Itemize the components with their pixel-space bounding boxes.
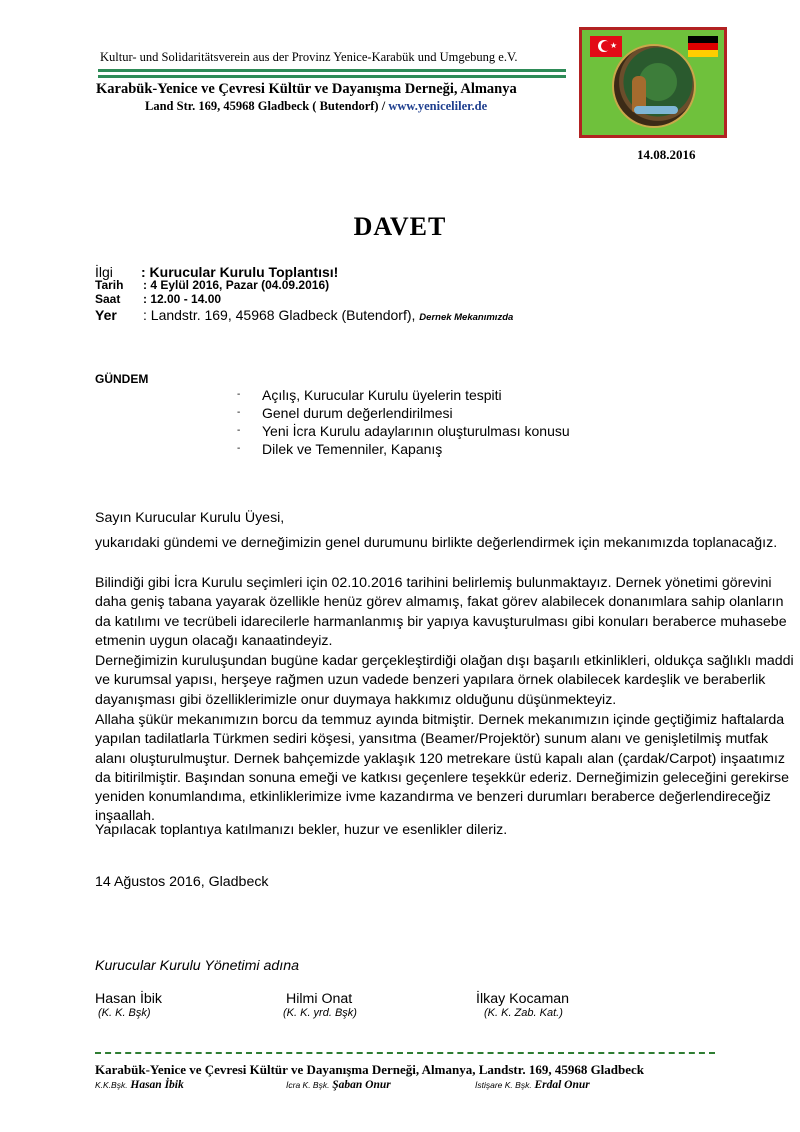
dash-bullet-icon: - xyxy=(237,389,241,400)
dash-bullet-icon: - xyxy=(237,425,241,436)
body-paragraph: yukarıdaki gündemi ve derneğimizin genel durumunu birlikte değerlendirmek için mekanımızda toplanacağız. xyxy=(95,535,778,551)
footer-address: Karabük-Yenice ve Çevresi Kültür ve Dayanışma Derneği, Almanya, Landstr. 169, 45968 Gladbeck xyxy=(95,1062,645,1077)
footer-officer: İstişare K. Bşk. Erdal Onur xyxy=(475,1079,590,1091)
meta-time xyxy=(95,292,221,306)
agenda-item: - Açılış, Kurucular Kurulu üyelerin tespiti xyxy=(237,387,502,403)
signer-name: Hasan İbik xyxy=(95,991,163,1007)
association-emblem-icon xyxy=(579,27,727,138)
header-rule-bottom xyxy=(98,75,566,78)
meta-date-value: : 4 Eylül 2016, Pazar (04.09.2016) xyxy=(143,278,330,292)
signer xyxy=(95,991,162,1019)
meta-location-note: Dernek Mekanımızda xyxy=(419,312,514,323)
association-address xyxy=(145,99,487,114)
signer-role: (K. K. yrd. Bşk) xyxy=(283,1007,357,1019)
meta-subject-value: : Kurucular Kurulu Toplantısı! xyxy=(141,264,339,280)
meta-location-value: : Landstr. 169, 45968 Gladbeck (Butendorf), xyxy=(143,307,420,323)
agenda-title: GÜNDEM xyxy=(95,372,149,386)
footer-officer: İcra K. Bşk. Şaban Onur xyxy=(286,1079,391,1091)
place-date: 14 Ağustos 2016, Gladbeck xyxy=(95,874,269,890)
document-date: 14.08.2016 xyxy=(637,147,696,162)
footer-divider xyxy=(95,1052,715,1054)
body-paragraph: Bilindiği gibi İcra Kurulu seçimleri için 02.10.2016 tarihini belirlemiş bulunmaktayız. Dernek yönetimi görevini daha geniş tabana yayarak özellikle henüz görev almamış, fakat görev alabilecek donanımlara sahip olanların da katılımı ve tecrübeli idarecilerle harmanlanmış bir yapıya kavuşturulması gibi konuları beraberce muhasebe etmenin uygun olacağı kanaatindeyiz. xyxy=(95,575,787,649)
meta-subject-label: İlgi xyxy=(95,264,113,280)
association-turkish-name: Karabük-Yenice ve Çevresi Kültür ve Dayanışma Derneği, Almanya xyxy=(96,81,517,97)
salutation: Sayın Kurucular Kurulu Üyesi, xyxy=(95,510,285,526)
address-text: Land Str. 169, 45968 Gladbeck ( Butendorf) / xyxy=(145,99,389,113)
meta-location-label: Yer xyxy=(95,307,117,323)
turkey-flag-icon: ★ xyxy=(590,36,622,57)
signer-role: (K. K. Zab. Kat.) xyxy=(484,1007,563,1019)
dash-bullet-icon: - xyxy=(237,443,241,454)
footer-officer: K.K.Bşk. Hasan İbik xyxy=(95,1079,184,1091)
meta-time-value: : 12.00 - 14.00 xyxy=(143,292,222,306)
agenda-list xyxy=(237,386,570,458)
meta-date xyxy=(95,278,329,292)
signature-intro: Kurucular Kurulu Yönetimi adına xyxy=(95,958,300,974)
header-rule-top xyxy=(98,69,566,72)
meta-location xyxy=(95,307,513,323)
agenda-item: - Genel durum değerlendirilmesi xyxy=(237,405,453,421)
signer-role: (K. K. Bşk) xyxy=(98,1007,151,1019)
meta-date-label: Tarih xyxy=(95,278,124,292)
body-paragraph: Allaha şükür mekanımızın borcu da temmuz ayında bitmiştir. Dernek mekanımızın içinde geçtiğimiz haftalarda yapılan tadilatlarla Türkmen sediri köşesi, yansıtma (Beamer/Projektör) sunum alanı ve genişletilmiş mutfak alanı oluşturulmuştur. Dernek bahçemizde yaklaşık 120 metrekare üstü kapalı alan (çardak/Carpot) inşaatımız da bitirilmiştir. Başından sonuna emeği ve katkısı geçenlere teşekkür ederiz. Derneğimizin geleceğini gerekirse yeniden konumlandıma, etkinliklerimize ivme kazandırma ve benzeri durumları beraberce değerlendireceğiz inşaallah. xyxy=(95,712,789,825)
signer xyxy=(283,991,357,1019)
website-link[interactable]: www.yeniceliler.de xyxy=(388,99,488,113)
germany-flag-icon xyxy=(688,36,718,57)
agenda-item: - Yeni İcra Kurulu adaylarının oluşturulması konusu xyxy=(237,423,570,439)
meta-time-label: Saat xyxy=(95,292,121,306)
dash-bullet-icon: - xyxy=(237,407,241,418)
page-title: DAVET xyxy=(353,212,447,241)
body-paragraph: Derneğimizin kuruluşundan bugüne kadar gerçekleştirdiği olağan dışı başarılı etkinlikleri, oldukça sağlıklı maddi ve kurumsal yapısı, herşeye rağmen uzun vadede benzeri yapılara örnek olabilecek kardeşlik ve beraberlik dayanışması gibi özelliklerimizle onur duymaya hakkımız olduğunu düşünmekteyiz. xyxy=(95,653,794,708)
emblem-seal xyxy=(612,44,696,128)
agenda-item: - Dilek ve Temenniler, Kapanış xyxy=(237,441,443,457)
signer-name: Hilmi Onat xyxy=(286,991,353,1007)
signer xyxy=(476,991,569,1019)
signer-name: İlkay Kocaman xyxy=(476,991,570,1007)
association-german-name: Kultur- und Solidaritätsverein aus der Provinz Yenice-Karabük und Umgebung e.V. xyxy=(100,50,518,64)
body-paragraph: Yapılacak toplantıya katılmanızı bekler, huzur ve esenlikler dileriz. xyxy=(95,822,508,838)
